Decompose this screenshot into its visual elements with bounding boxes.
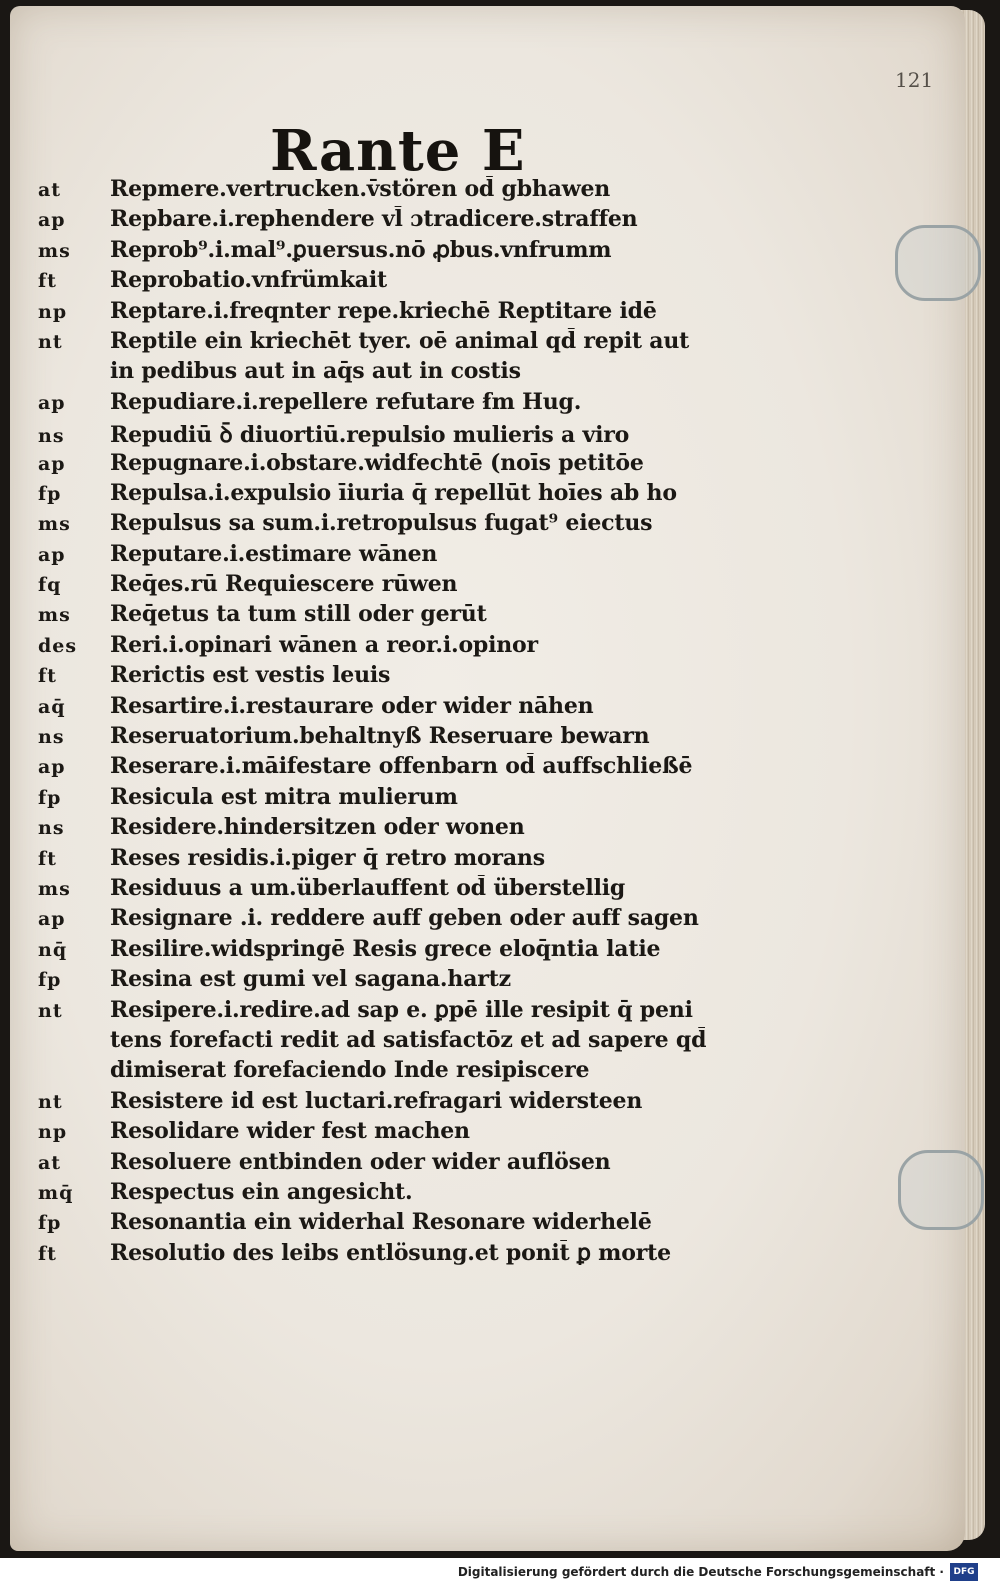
grammar-code: ms	[38, 513, 71, 536]
entry-row	[38, 632, 758, 662]
entry-row	[38, 480, 758, 510]
entry-row	[38, 1118, 758, 1148]
grammar-code: ft	[38, 665, 57, 688]
entry-text: Repudiū ꝺ̄ diuortiū.repulsio mulieris a viro	[110, 422, 630, 449]
entry-row	[38, 601, 758, 631]
grammar-code: ap	[38, 391, 66, 414]
entry-row	[38, 1179, 758, 1209]
entry-row	[38, 541, 758, 571]
grammar-code: fp	[38, 786, 62, 809]
dfg-logo: DFG	[950, 1563, 978, 1581]
entry-text: Resilire.widspringē Resis grece eloq̄ntia latie	[110, 935, 661, 962]
entry-row	[38, 237, 758, 267]
grammar-code: nq̄	[38, 938, 68, 961]
entry-text: Reri.i.opinari wānen a reor.i.opinor	[110, 631, 538, 658]
entry-text: Resolidare wider fest machen	[110, 1118, 470, 1145]
entry-row	[38, 997, 758, 1027]
entry-text: Repugnare.i.obstare.widfechtē (noīs petitōe	[110, 449, 644, 476]
grammar-code: nt	[38, 330, 63, 353]
entry-text: Reputare.i.estimare wānen	[110, 540, 438, 567]
page-clip-top	[895, 225, 981, 301]
grammar-code: des	[38, 634, 78, 657]
book-page	[10, 6, 965, 1551]
entry-row	[38, 784, 758, 814]
grammar-code: ft	[38, 1242, 57, 1265]
entry-row	[38, 1027, 758, 1057]
entry-text: Rerictis est vestis leuis	[110, 662, 391, 689]
grammar-code: ms	[38, 604, 71, 627]
grammar-code: ns	[38, 817, 65, 840]
grammar-code: ns	[38, 726, 65, 749]
entry-text: Req̄es.rū Requiescere rūwen	[110, 571, 458, 598]
grammar-code: np	[38, 1121, 68, 1144]
entry-text: in pedibus aut in aq̄s aut in costis	[110, 358, 521, 385]
entry-row	[38, 1149, 758, 1179]
grammar-code: aq̄	[38, 695, 66, 718]
grammar-code: ns	[38, 425, 65, 448]
entry-text: Repudiare.i.repellere refutare ẜm Hug.	[110, 388, 582, 415]
entry-row	[38, 662, 758, 692]
entry-row	[38, 510, 758, 540]
entry-row	[38, 298, 758, 328]
entry-text: Reptare.i.freqnter repe.kriechē Reptitare idē	[110, 297, 657, 324]
entry-row	[38, 1240, 758, 1270]
entry-row	[38, 814, 758, 844]
folio-number: 121	[895, 68, 934, 92]
grammar-code: ms	[38, 239, 71, 262]
grammar-code: ap	[38, 543, 66, 566]
entry-text: dimiserat forefaciendo Inde resipiscere	[110, 1057, 590, 1084]
entry-text: Reprob⁹.i.mal⁹.ꝑuersus.nō ꝓbus.vnfrumm	[110, 236, 612, 263]
entry-row	[38, 419, 758, 449]
entry-text: Reptile ein kriechēt tyer. oē animal qd̄ repit aut	[110, 327, 690, 354]
grammar-code: ft	[38, 847, 57, 870]
grammar-code: mq̄	[38, 1181, 74, 1204]
entry-row	[38, 723, 758, 753]
entry-text: Resipere.i.redire.ad sap e. ꝑpē ille resipit q̄ peni	[110, 996, 693, 1023]
entry-text: Residuus a um.überlauffent od̄ überstellig	[110, 874, 626, 901]
entry-row	[38, 936, 758, 966]
funding-credit: Digitalisierung gefördert durch die Deutsche Forschungsgemeinschaft ·	[457, 1565, 944, 1579]
entry-row	[38, 328, 758, 358]
entry-text: Repmere.vertrucken.v̄stören od̄ gbhawen	[110, 176, 611, 202]
entry-row	[38, 206, 758, 236]
entry-row	[38, 966, 758, 996]
entry-row	[38, 875, 758, 905]
grammar-code: ft	[38, 270, 57, 293]
entry-text: Resistere id est luctari.refragari widersteen	[110, 1087, 643, 1114]
grammar-code: fp	[38, 482, 62, 505]
entry-text: Resartire.i.restaurare oder wider nāhen	[110, 692, 594, 719]
entry-row	[38, 450, 758, 480]
grammar-code: ms	[38, 877, 71, 900]
entry-row	[38, 1088, 758, 1118]
page-heading: Rante E	[270, 118, 526, 184]
entry-row	[38, 905, 758, 935]
entry-row	[38, 176, 758, 206]
entry-text: Reserare.i.māifestare offenbarn od̄ auffschließē	[110, 753, 693, 780]
entry-row	[38, 753, 758, 783]
entry-text: Respectus ein angesicht.	[110, 1178, 413, 1205]
entry-text: Resicula est mitra mulierum	[110, 783, 458, 810]
grammar-code: fq	[38, 574, 62, 597]
entry-row	[38, 845, 758, 875]
footer-bar	[0, 1558, 1000, 1593]
entry-text: Reseruatorium.behaltnyß Reseruare bewarn	[110, 723, 650, 750]
grammar-code: ap	[38, 756, 66, 779]
entry-row	[38, 1209, 758, 1239]
entry-row	[38, 1057, 758, 1087]
entry-row	[38, 693, 758, 723]
entry-row	[38, 267, 758, 297]
entry-text: Resignare .i. reddere auff geben oder auff sagen	[110, 905, 699, 932]
entry-text: Resina est gumi vel sagana.hartz	[110, 966, 511, 993]
entry-text: Resolutio des leibs entlösung.et ponit̄ ꝑ morte	[110, 1239, 671, 1266]
entry-text: Req̄etus ta tum still oder gerūt	[110, 601, 487, 628]
grammar-code: fp	[38, 1212, 62, 1235]
entry-text: Residere.hindersitzen oder wonen	[110, 814, 525, 841]
entry-row	[38, 358, 758, 388]
entry-text: Resoluere entbinden oder wider auflösen	[110, 1148, 611, 1175]
grammar-code: at	[38, 1151, 62, 1174]
entry-text: Repulsus sa sum.i.retropulsus fugat⁹ eiectus	[110, 510, 653, 537]
entry-text: Repulsa.i.expulsio īiuria q̄ repellūt hoīes ab ho	[110, 479, 677, 506]
grammar-code: nt	[38, 1090, 63, 1113]
grammar-code: fp	[38, 969, 62, 992]
grammar-code: np	[38, 300, 68, 323]
grammar-code: ap	[38, 209, 66, 232]
entry-text: Repbare.i.rephendere vl̄ ɔtradicere.straffen	[110, 206, 638, 233]
entry-text: Resonantia ein widerhal Resonare widerhelē	[110, 1209, 652, 1236]
dictionary-entries	[38, 176, 758, 1270]
grammar-code: nt	[38, 999, 63, 1022]
grammar-code: at	[38, 179, 62, 201]
grammar-code: ap	[38, 908, 66, 931]
entry-row	[38, 389, 758, 419]
entry-text: Reses residis.i.piger q̄ retro morans	[110, 844, 545, 871]
grammar-code: ap	[38, 452, 66, 475]
entry-text: Reprobatio.vnfrümkait	[110, 267, 387, 294]
entry-text: tens forefacti redit ad satisfactōz et ad sapere qd̄	[110, 1026, 707, 1053]
page-clip-bottom	[898, 1150, 984, 1230]
entry-row	[38, 571, 758, 601]
